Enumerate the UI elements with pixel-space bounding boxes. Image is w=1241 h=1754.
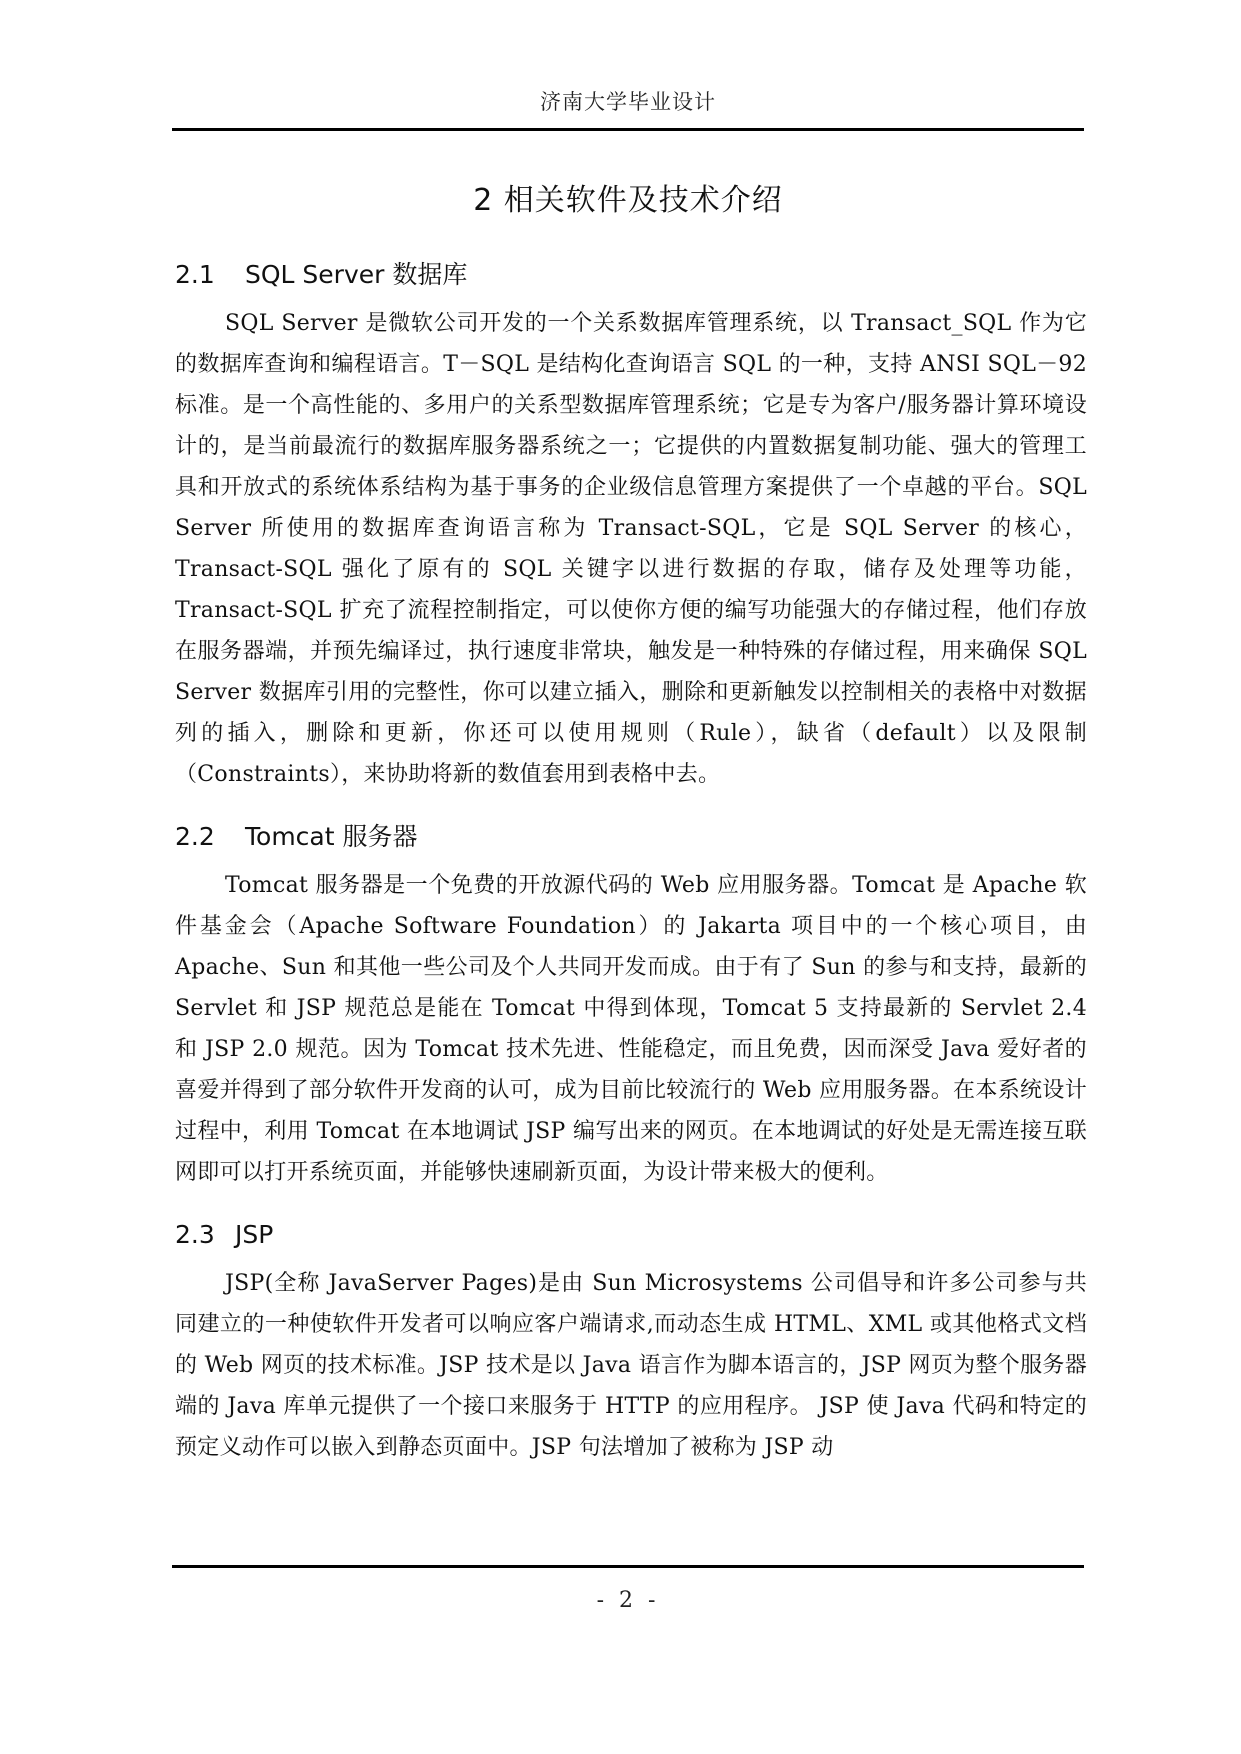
section-heading (175, 255, 1087, 295)
section-paragraph: Tomcat 服务器是一个免费的开放源代码的 Web 应用服务器。Tomcat 是 Apache 软件基金会（Apache Software Foundation）的 Jakarta 项目中的一个核心项目，由 Apache、Sun 和其他一些公司及个人共同开发而成。由于有了 Sun 的参与和支持，最新的 Servlet 和 JSP 规范总是能在 Tomcat 中得到体现，Tomcat 5 支持最新的 Servlet 2.4 和 JSP 2.0 规范。因为 Tomcat 技术先进、性能稳定，而且免费，因而深受 Java 爱好者的喜爱并得到了部分软件开发商的认可，成为目前比较流行的 Web 应用服务器。在本系统设计过程中，利用 Tomcat 在本地调试 JSP 编写出来的网页。在本地调试的好处是无需连接互联网即可以打开系统页面，并能够快速刷新页面，为设计带来极大的便利。 (175, 873, 1087, 1185)
section-paragraph: SQL Server 是微软公司开发的一个关系数据库管理系统，以 Transact_SQL 作为它的数据库查询和编程语言。T－SQL 是结构化查询语言 SQL 的一种，支持 ANSI SQL－92 标准。是一个高性能的、多用户的关系型数据库管理系统；它是专为客户/服务器计算环境设计的，是当前最流行的数据库服务器系统之一；它提供的内置数据复制功能、强大的管理工具和开放式的系统体系结构为基于事务的企业级信息管理方案提供了一个卓越的平台。SQL Server 所使用的数据库查询语言称为 Transact-SQL，它是 SQL Server 的核心，Transact-SQL 强化了原有的 SQL 关键字以进行数据的存取，储存及处理等功能，Transact-SQL 扩充了流程控制指定，可以使你方便的编写功能强大的存储过程，他们存放在服务器端，并预先编译过，执行速度非常块，触发是一种特殊的存储过程，用来确保 SQL Server 数据库引用的完整性，你可以建立插入，删除和更新触发以控制相关的表格中对数据列的插入，删除和更新，你还可以使用规则（Rule），缺省（default）以及限制（Constraints），来协助将新的数值套用到表格中去。 (175, 311, 1087, 787)
footer-rule (172, 1565, 1084, 1568)
page-body (175, 255, 1087, 1484)
running-header: 济南大学毕业设计 (540, 90, 716, 114)
section-number: 2.3 (175, 1220, 215, 1249)
header-rule (172, 128, 1084, 131)
section-heading (175, 817, 1087, 857)
section-heading (175, 1215, 1087, 1255)
section-sql-server (175, 255, 1087, 795)
section-title: JSP (235, 1220, 274, 1249)
section-paragraph: JSP(全称 JavaServer Pages)是由 Sun Microsystems 公司倡导和许多公司参与共同建立的一种使软件开发者可以响应客户端请求,而动态生成 HTML、XML 或其他格式文档的 Web 网页的技术标准。JSP 技术是以 Java 语言作为脚本语言的，JSP 网页为整个服务器端的 Java 库单元提供了一个接口来服务于 HTTP 的应用程序。 JSP 使 Java 代码和特定的预定义动作可以嵌入到静态页面中。JSP 句法增加了被称为 JSP 动 (175, 1271, 1087, 1460)
page-number: - 2 - (596, 1588, 660, 1613)
section-tomcat (175, 817, 1087, 1193)
section-title: Tomcat 服务器 (245, 822, 418, 851)
chapter-title: 2 相关软件及技术介绍 (473, 183, 783, 218)
section-number: 2.1 (175, 260, 215, 289)
section-number: 2.2 (175, 822, 215, 851)
section-title: SQL Server 数据库 (245, 260, 468, 289)
section-jsp (175, 1215, 1087, 1468)
